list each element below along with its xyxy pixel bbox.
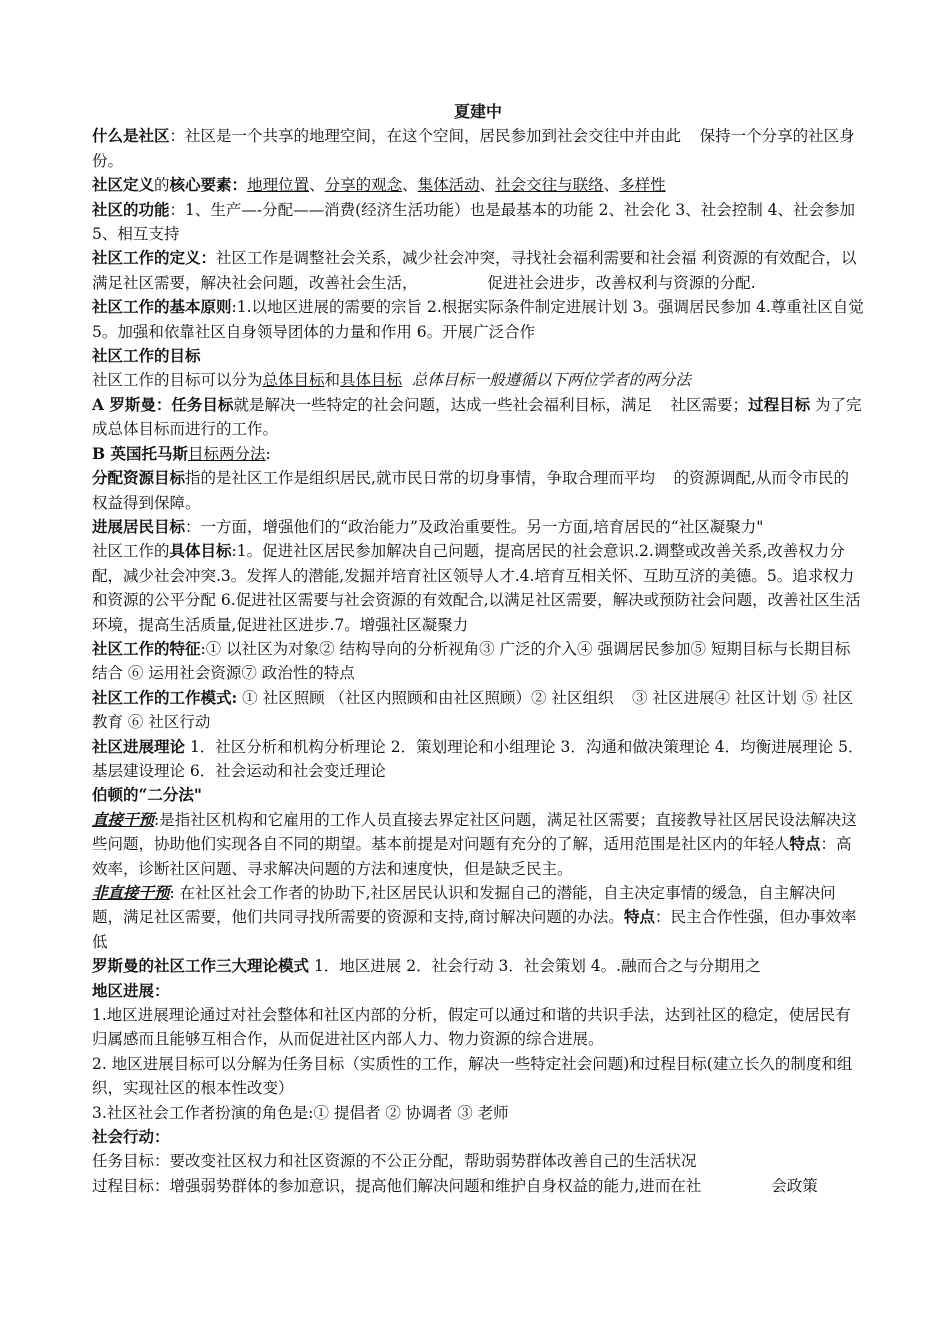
label: 社区工作的定义 <box>92 248 201 268</box>
label: 什么是社区 <box>92 126 170 146</box>
text: 具体目标 <box>340 371 403 390</box>
core-element: 分享的观念 <box>324 176 403 195</box>
text: ① 社区照顾 （社区内照顾和由社区照顾）② 社区组织 <box>237 688 614 707</box>
text: ：民主合作性强，但办事效率低 <box>92 908 857 951</box>
paragraph-community-functions <box>92 198 864 247</box>
label: 罗斯曼的社区工作三大理论模式 <box>92 956 310 976</box>
paragraph-features <box>92 637 864 686</box>
label: 进展居民目标 <box>92 516 186 536</box>
text: 会政策 <box>771 1176 818 1195</box>
text: 社区是一个共享的地理空间，在这个空间，居民参加到社会交往中并由此 <box>185 127 682 146</box>
text: :1。促进社区居民参加解决自己问题，提高居民的社会意识.2.调整或改善关系,改善权力分配，减少社会冲突.3。发挥人的潜能,发掘并培育社区领导人才.4.培育互相关怀、互助互济的美德。5。追求权力和资源的公平分配 6.促进社区需要与社会资源的有效配合,以满足社区需要，解决或预防社会问题，改善社区生活环境，提高生活质量,促进社区进步.7。增强社区凝聚力 <box>92 542 861 634</box>
label: 伯顿的“二分法" <box>92 785 202 805</box>
text: 指的是社区工作是组织居民,就市民日常的切身事情，争取合理而平均 <box>185 469 655 488</box>
text: 目标两分法 <box>188 444 266 463</box>
paragraph-locality-1: 1.地区进展理论通过对社会整体和社区内部的分析，假定可以通过和谐的共识手法，达到社区的稳定，使居民有归属感而且能够互相合作，从而促进社区内部人力、物力资源的综合进展。 <box>92 1006 851 1049</box>
label: 特点 <box>623 907 655 927</box>
text: :1.以地区进展的需要的宗旨 2.根据实际条件制定进展计划 3。强调居民参加 4.尊重社区自觉 5。加强和依靠社区自身领导团体的力量和作用 6。开展广泛合作 <box>92 298 864 341</box>
paragraph-community-work-definition <box>92 246 864 295</box>
label: 地区进展： <box>92 980 170 1000</box>
paragraph-core-elements <box>92 173 864 197</box>
label: 社区工作的特征 <box>92 638 201 658</box>
label: B 英国托马斯 <box>92 443 188 463</box>
paragraph-thomas-dichotomy <box>92 442 864 466</box>
label: 核心要素 <box>169 175 232 195</box>
heading-community-work-goals <box>92 344 864 368</box>
label: 社区进展理论 <box>92 736 186 756</box>
text: 的资源调配,从而令市民的权益得到保障。 <box>92 469 849 512</box>
core-element: 集体活动 <box>417 176 480 195</box>
text: 1．地区进展 2．社会行动 3．社会策划 4。.融而合之与分期用之 <box>309 957 761 976</box>
sep: ： <box>169 127 186 146</box>
paragraph-locality-2: 2. 地区进展目标可以分解为任务目标（实质性的工作，解决一些特定社会问题)和过程目标(建立长久的制度和组织，实现社区的根本性改变） <box>92 1054 853 1098</box>
paragraph-resident-development-goal <box>92 515 864 539</box>
text: 过程目标：增强弱势群体的参加意识，提高他们解决问题和维护自身权益的能力,进而在社 <box>92 1176 702 1195</box>
document-title: 夏建中 <box>453 102 502 121</box>
paragraph-social-action-task-goal: 任务目标：要改变社区权力和社区资源的不公正分配，帮助弱势群体改善自己的生活状况 <box>92 1152 697 1171</box>
text: 总体目标 <box>262 371 325 390</box>
paragraph-indirect-intervention <box>92 881 864 954</box>
text: ③ 社区进展④ 社区计划 ⑤ 社区教育 ⑥ 社区行动 <box>92 688 854 732</box>
text: ：1、生产—-分配——消费(经济生活功能）也是最基本的功能 2、社会化 3、社会控制 4、社会参加 5、相互支持 <box>92 200 856 244</box>
heading-social-action <box>92 1125 864 1149</box>
text: :① 以社区为对象② 结构导向的分析视角③ 广泛的介入④ 强调居民参加⑤ 短期目标与长期目标结合 ⑥ 运用社会资源⑦ 政治性的特点 <box>92 639 851 683</box>
label: A 罗斯曼：任务目标 <box>92 394 234 414</box>
label: 特点 <box>789 834 821 854</box>
text: :是指社区机构和它雇用的工作人员直接去界定社区问题，满足社区需要；直接教导社区居民设法解决这些问题，协助他们实现各自不同的期望。基本前提是对问题有充分的了解，适用范围是社区内的年轻人 <box>92 810 857 854</box>
sep: 、 <box>309 176 325 195</box>
label: 社会行动： <box>92 1127 170 1147</box>
label: 直接干预 <box>92 809 155 829</box>
sep: ： <box>231 175 248 195</box>
text: 社区需要； <box>670 395 749 414</box>
core-element: 社会交往与联络 <box>495 176 604 195</box>
text: 社区工作的目标可以分为 <box>92 371 263 390</box>
paragraph-basic-principles <box>92 295 864 344</box>
text: 1．社区分析和机构分析理论 2．策划理论和小组理论 3．沟通和做决策理论 4．均衡进展理论 5．基层建设理论 6．社会运动和社会变迁理论 <box>92 737 864 780</box>
label: 社区工作的基本原则 <box>92 297 232 317</box>
text: 就是解决一些特定的社会问题，达成一些社会福利目标，满足 <box>233 395 652 414</box>
label: 社区工作的目标 <box>92 346 201 366</box>
label: 非直接干预 <box>92 883 170 902</box>
paragraph-locality-3: 3.社区社会工作者扮演的角色是:① 提倡者 ② 协调者 ③ 老师 <box>92 1103 509 1122</box>
paragraph-specific-goals <box>92 539 864 637</box>
label: 具体目标 <box>169 541 232 561</box>
paragraph-rothman-three-models <box>92 954 864 978</box>
sep: : <box>265 444 271 463</box>
core-element: 多样性 <box>619 176 666 195</box>
sep: 、 <box>603 176 620 195</box>
paragraph-goal-classification <box>92 368 864 392</box>
label: 分配资源目标 <box>92 468 186 488</box>
paragraph-development-theory <box>92 735 864 784</box>
paragraph-work-modes <box>92 686 864 735</box>
text: 促进社会进步，改善权利与资源的分配. <box>487 273 756 292</box>
text: ：一方面，增强他们的“政治能力”及政治重要性。另一方面,培育居民的“社区凝聚力" <box>185 517 764 536</box>
sep: ： <box>200 248 217 268</box>
sep: 、 <box>479 176 496 195</box>
label: 过程目标 <box>748 394 811 414</box>
text: ：高效率，诊断社区问题、寻求解决问题的方法和速度快，但是缺乏民主。 <box>92 835 852 878</box>
label: 社区工作的工作模式: <box>92 687 238 707</box>
text: 为了完成总体目标而进行的工作。 <box>92 395 862 439</box>
text: 保持一个分享的社区身份。 <box>92 127 855 170</box>
heading-burton-dichotomy <box>92 783 864 807</box>
paragraph-resource-allocation-goal <box>92 466 864 515</box>
text: 社区工作的 <box>92 542 170 561</box>
text: 的 <box>154 176 170 195</box>
sep: 、 <box>402 176 418 195</box>
paragraph-social-action-process-goal <box>92 1174 864 1198</box>
paragraph-what-is-community <box>92 124 864 173</box>
label: 社区的功能 <box>92 199 170 219</box>
text: : 在社区社会工作者的协助下,社区居民认识和发掘自己的潜能，自主决定事情的缓急，自主解决问题，满足社区需要，他们共同寻找所需要的资源和支持,商讨解决问题的办法。 <box>92 884 836 927</box>
label: 社区定义 <box>92 175 155 195</box>
text: 和 <box>324 371 341 390</box>
paragraph-direct-intervention <box>92 808 864 881</box>
heading-locality-development <box>92 979 864 1003</box>
core-element: 地理位置 <box>247 176 310 195</box>
text: 总体目标一般遵循以下两位学者的两分法 <box>411 371 691 390</box>
text: 社区工作是调整社会关系，减少社会冲突，寻找社会福利需要和社会福 利资源的有效配合，以满足社区需要，解决社会问题，改善社会生活， <box>92 249 857 292</box>
paragraph-rothman-goals <box>92 393 864 442</box>
